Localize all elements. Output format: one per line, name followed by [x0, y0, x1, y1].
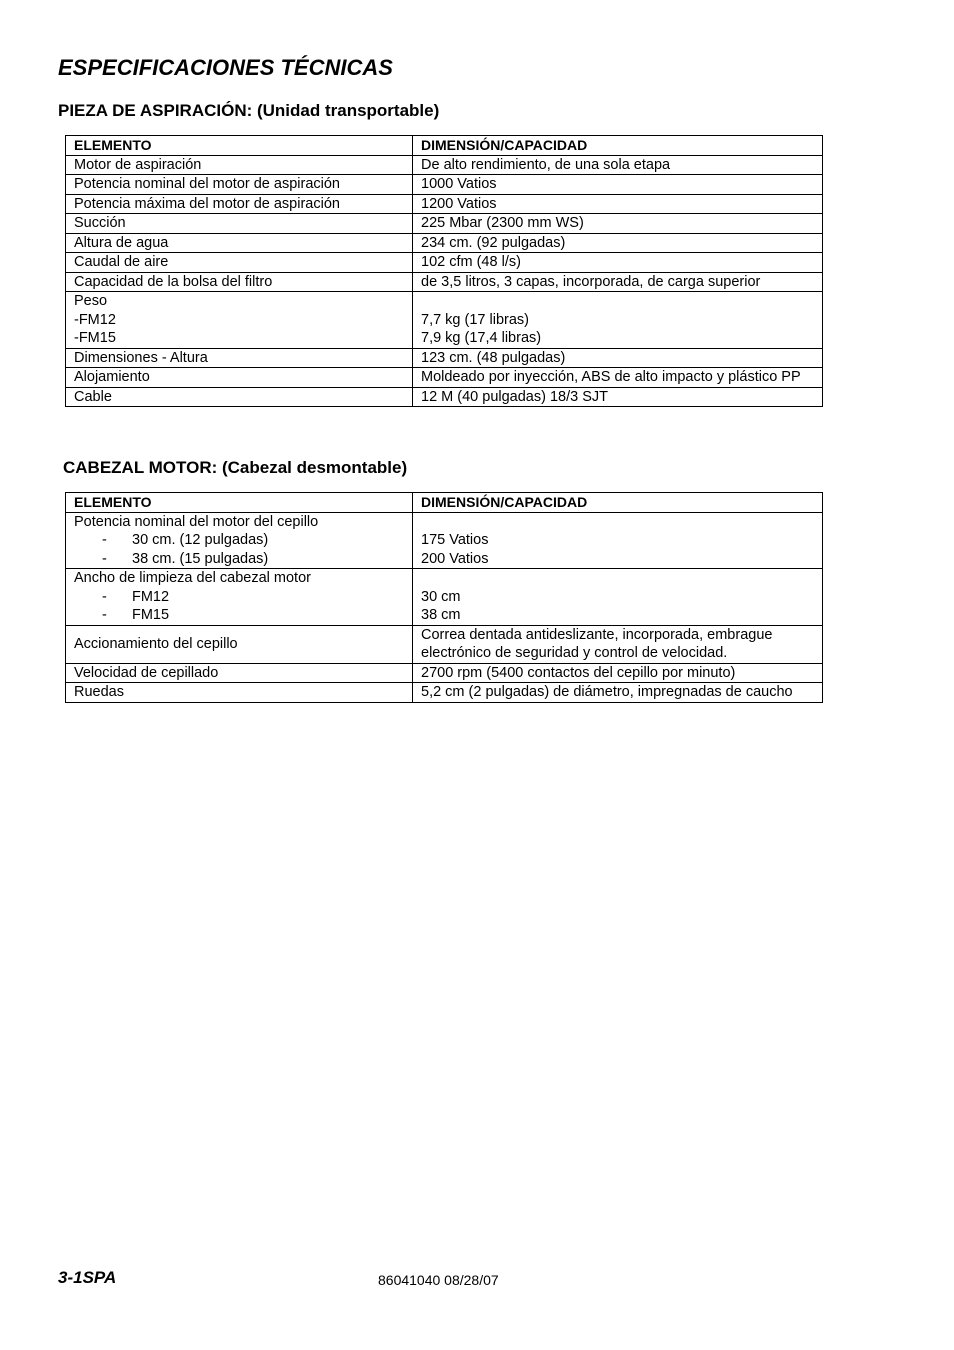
- table-row: [66, 214, 823, 234]
- row-value: 5,2 cm (2 pulgadas) de diámetro, impregnadas de caucho: [413, 683, 823, 703]
- row-item: Cable: [66, 387, 413, 407]
- row-item-label: Ancho de limpieza del cabezal motor: [74, 570, 311, 586]
- row-item: Succión: [66, 214, 413, 234]
- row-item: [66, 292, 413, 349]
- table-row: [66, 194, 823, 214]
- table-row: [66, 683, 823, 703]
- row-value: 102 cfm (48 l/s): [413, 253, 823, 273]
- row-value-sub: 7,7 kg (17 libras): [421, 311, 529, 328]
- page-number: 3-1SPA: [58, 1268, 117, 1287]
- row-value: 1000 Vatios: [413, 175, 823, 195]
- table-row: [66, 233, 823, 253]
- spec-table-cabezal: [65, 492, 823, 703]
- list-bullet: -: [102, 588, 107, 605]
- table-row: [66, 368, 823, 388]
- row-item: Capacidad de la bolsa del filtro: [66, 272, 413, 292]
- row-item: Altura de agua: [66, 233, 413, 253]
- row-item-sub: 30 cm. (12 pulgadas): [132, 532, 269, 548]
- table-row: [66, 348, 823, 368]
- row-value: Moldeado por inyección, ABS de alto impacto y plástico PP: [413, 368, 823, 388]
- row-value: 234 cm. (92 pulgadas): [413, 233, 823, 253]
- section-title-cabezal: CABEZAL MOTOR: (Cabezal desmontable): [63, 458, 408, 477]
- row-value: 123 cm. (48 pulgadas): [413, 348, 823, 368]
- row-value: 1200 Vatios: [413, 194, 823, 214]
- row-value: [413, 292, 823, 349]
- column-header-elemento: ELEMENTO: [66, 136, 413, 156]
- table-row: [66, 253, 823, 273]
- row-value-sub: 30 cm: [421, 588, 461, 605]
- row-item: [66, 569, 413, 626]
- row-item-sub: 38 cm. (15 pulgadas): [132, 550, 269, 567]
- row-item: Ruedas: [66, 683, 413, 703]
- row-value: [413, 512, 823, 569]
- table-row: [66, 387, 823, 407]
- column-header-elemento: ELEMENTO: [66, 493, 413, 513]
- table-row: [66, 292, 823, 349]
- row-item: Dimensiones - Altura: [66, 348, 413, 368]
- table-row: [66, 663, 823, 683]
- row-item-sub: -FM15: [74, 330, 116, 346]
- row-value-sub: 38 cm: [421, 607, 461, 623]
- list-bullet: -: [102, 607, 107, 623]
- list-bullet: -: [102, 532, 107, 548]
- row-item: [66, 512, 413, 569]
- table-row: [66, 625, 823, 663]
- table-header-row: [66, 136, 823, 156]
- row-item: Potencia máxima del motor de aspiración: [66, 194, 413, 214]
- column-header-dimension: DIMENSIÓN/CAPACIDAD: [413, 493, 823, 513]
- row-item: Velocidad de cepillado: [66, 663, 413, 683]
- page-title: ESPECIFICACIONES TÉCNICAS: [58, 55, 393, 80]
- row-item-sub: -FM12: [74, 311, 116, 328]
- row-item: Caudal de aire: [66, 253, 413, 273]
- table-row: [66, 512, 823, 569]
- row-item: Accionamiento del cepillo: [66, 625, 413, 663]
- row-item-label: Potencia nominal del motor del cepillo: [74, 513, 319, 530]
- row-value: 2700 rpm (5400 contactos del cepillo por minuto): [413, 663, 823, 683]
- table-row: [66, 155, 823, 175]
- list-bullet: -: [102, 550, 107, 567]
- table-row: [66, 272, 823, 292]
- row-item-sub: FM12: [132, 588, 170, 605]
- row-item: Potencia nominal del motor de aspiración: [66, 175, 413, 195]
- row-value: 12 M (40 pulgadas) 18/3 SJT: [413, 387, 823, 407]
- column-header-dimension: DIMENSIÓN/CAPACIDAD: [413, 136, 823, 156]
- table-header-row: [66, 493, 823, 513]
- table-row: [66, 175, 823, 195]
- section-title-aspiracion: PIEZA DE ASPIRACIÓN: (Unidad transportable): [58, 101, 440, 120]
- row-value-sub: 175 Vatios: [421, 532, 489, 548]
- row-value: De alto rendimiento, de una sola etapa: [413, 155, 823, 175]
- row-value: de 3,5 litros, 3 capas, incorporada, de carga superior: [413, 272, 823, 292]
- row-value: [413, 569, 823, 626]
- row-value-sub: 200 Vatios: [421, 550, 489, 567]
- row-item: Motor de aspiración: [66, 155, 413, 175]
- document-code: 86041040 08/28/07: [378, 1272, 499, 1288]
- table-row: [66, 569, 823, 626]
- row-item-label: Peso: [74, 293, 108, 309]
- row-value-sub: 7,9 kg (17,4 libras): [421, 330, 542, 346]
- row-item-sub: FM15: [132, 607, 170, 623]
- row-value: Correa dentada antideslizante, incorporada, embrague electrónico de seguridad y control de velocidad.: [413, 625, 823, 663]
- row-value: 225 Mbar (2300 mm WS): [413, 214, 823, 234]
- row-item: Alojamiento: [66, 368, 413, 388]
- spec-table-aspiracion: [65, 135, 823, 407]
